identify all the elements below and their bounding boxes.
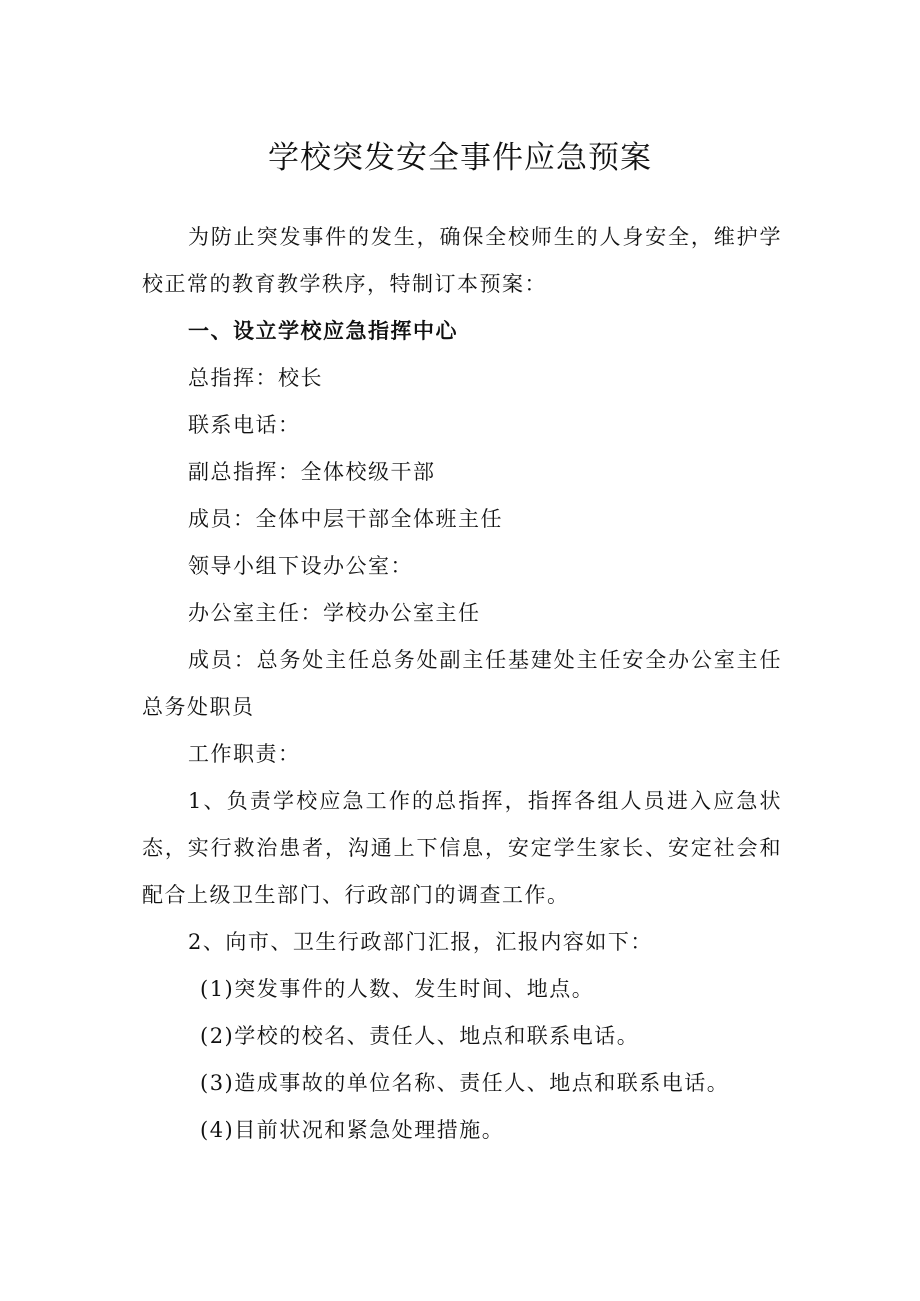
report-item: (3)造成事故的单位名称、责任人、地点和联系电话。 <box>200 1071 730 1095</box>
phone-line: 联系电话： <box>188 413 301 437</box>
office-setup-line: 领导小组下设办公室： <box>188 554 413 578</box>
document-title: 学校突发安全事件应急预案 <box>268 140 652 176</box>
report-item: (4)目前状况和紧急处理措施。 <box>200 1118 505 1142</box>
duties-label: 工作职责： <box>188 742 301 766</box>
members-line: 成员：全体中层干部全体班主任 <box>188 507 503 531</box>
report-item: (2)学校的校名、责任人、地点和联系电话。 <box>200 1024 640 1048</box>
deputy-commander-line: 副总指挥：全体校级干部 <box>188 460 436 484</box>
document-body <box>142 214 782 1154</box>
section-heading-1: 一、设立学校应急指挥中心 <box>188 319 458 343</box>
duty-paragraph-1: 1、负责学校应急工作的总指挥，指挥各组人员进入应急状态，实行救治患者，沟通上下信息，安定学生家长、安定社会和配合上级卫生部门、行政部门的调查工作。 <box>142 789 782 907</box>
office-members-paragraph: 成员：总务处主任总务处副主任基建处主任安全办公室主任总务处职员 <box>142 648 782 719</box>
office-director-line: 办公室主任：学校办公室主任 <box>188 601 481 625</box>
commander-line: 总指挥：校长 <box>188 366 323 390</box>
duty-paragraph-2: 2、向市、卫生行政部门汇报，汇报内容如下： <box>188 930 653 954</box>
report-item: (1)突发事件的人数、发生时间、地点。 <box>200 977 595 1001</box>
intro-paragraph: 为防止突发事件的发生，确保全校师生的人身安全，维护学校正常的教育教学秩序，特制订本预案： <box>142 225 782 296</box>
